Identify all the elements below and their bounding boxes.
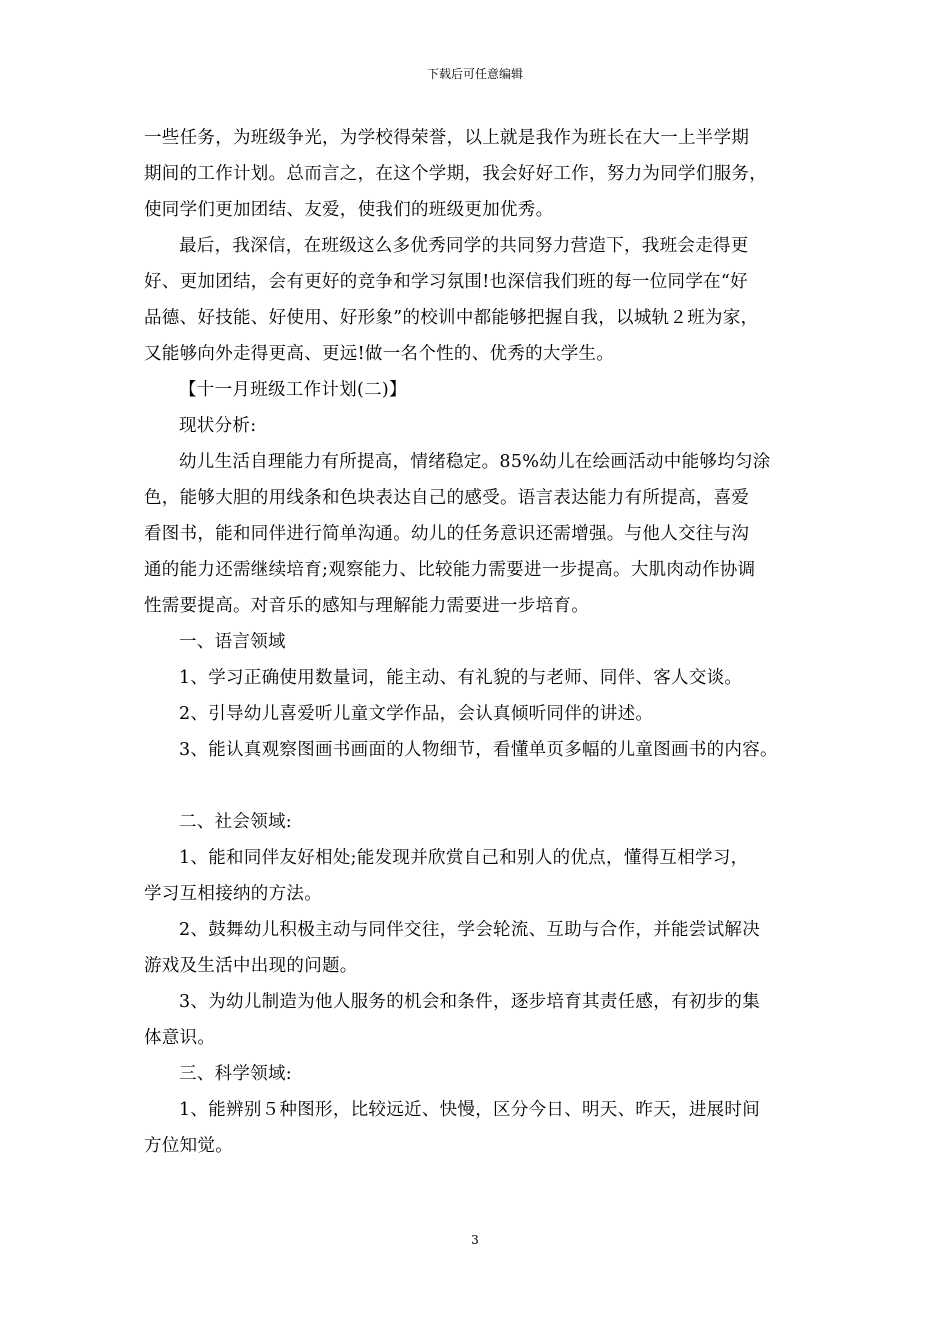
text-line: 品德、好技能、好使用、好形象”的校训中都能够把握自我，以城轨２班为家， xyxy=(144,308,759,328)
text-line: 现状分析: xyxy=(179,416,257,436)
text-line: 1、学习正确使用数量词，能主动、有礼貌的与老师、同伴、客人交谈。 xyxy=(179,668,743,688)
text-line: 幼儿生活自理能力有所提高，情绪稳定。85%幼儿在绘画活动中能够均匀涂 xyxy=(179,452,771,472)
text-line: 3、能认真观察图画书画面的人物细节，看懂单页多幅的儿童图画书的内容。 xyxy=(179,740,778,760)
text-line: 方位知觉。 xyxy=(144,1136,233,1156)
text-line: 看图书，能和同伴进行简单沟通。幼儿的任务意识还需增强。与他人交往与沟 xyxy=(144,524,750,544)
text-line: 好、更加团结，会有更好的竞争和学习氛围!也深信我们班的每一位同学在“好 xyxy=(144,272,748,292)
text-line: 3、为幼儿制造为他人服务的机会和条件，逐步培育其责任感，有初步的集 xyxy=(179,992,761,1012)
text-line: 2、引导幼儿喜爱听儿童文学作品，会认真倾听同伴的讲述。 xyxy=(179,704,654,724)
text-line: 性需要提高。对音乐的感知与理解能力需要进一步培育。 xyxy=(144,596,589,616)
text-line: 学习互相接纳的方法。 xyxy=(144,884,322,904)
text-line: 期间的工作计划。总而言之，在这个学期，我会好好工作，努力为同学们服务， xyxy=(144,164,767,184)
page-number: 3 xyxy=(471,1233,479,1247)
text-line: 又能够向外走得更高、更远!做一名个性的、优秀的大学生。 xyxy=(144,344,615,364)
text-line: 使同学们更加团结、友爱，使我们的班级更加优秀。 xyxy=(144,200,554,220)
text-line: 色，能够大胆的用线条和色块表达自己的感受。语言表达能力有所提高，喜爱 xyxy=(144,488,750,508)
section-heading: 一、语言领域 xyxy=(179,632,286,652)
text-line: 1、能和同伴友好相处;能发现并欣赏自己和别人的优点，懂得互相学习， xyxy=(179,848,749,868)
text-line: 游戏及生活中出现的问题。 xyxy=(144,956,358,976)
text-line: 最后，我深信，在班级这么多优秀同学的共同努力营造下，我班会走得更 xyxy=(179,236,749,256)
document-body xyxy=(144,120,824,1164)
text-line: 通的能力还需继续培育;观察能力、比较能力需要进一步提高。大肌肉动作协调 xyxy=(144,560,756,580)
text-line: 2、鼓舞幼儿积极主动与同伴交往，学会轮流、互助与合作，并能尝试解决 xyxy=(179,920,761,940)
page-header: 下载后可任意编辑 xyxy=(426,67,523,81)
text-line: 体意识。 xyxy=(144,1028,216,1048)
section-title: 【十一月班级工作计划(二)】 xyxy=(179,380,407,400)
blank-line xyxy=(144,768,824,804)
section-heading: 三、科学领域: xyxy=(179,1064,292,1084)
section-heading: 二、社会领域: xyxy=(179,812,292,832)
text-line: 1、能辨别５种图形，比较远近、快慢，区分今日、明天、昨天，进展时间 xyxy=(179,1100,761,1120)
text-line: 一些任务，为班级争光，为学校得荣誉，以上就是我作为班长在大一上半学期 xyxy=(144,128,750,148)
